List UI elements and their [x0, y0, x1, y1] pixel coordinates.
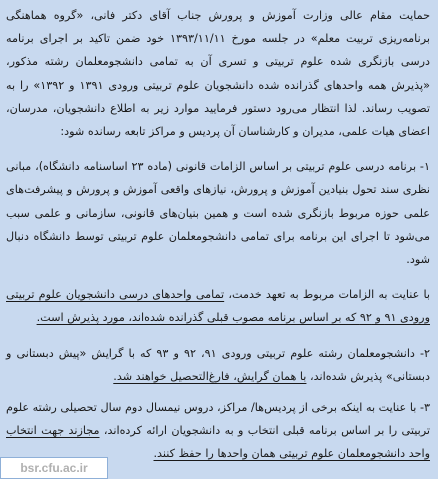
item-2-underlined: با همان گرایش، فارغ‌التحصیل خواهند شد. [113, 369, 307, 383]
item-2-prefix: ۲- دانشجومعلمان رشته علوم تربیتی ورودی ۹۱، ۹۲ و ۹۳ که با گرایش «پیش دبستانی و دبستانی» پذیرش شده‌اند، [6, 346, 431, 383]
item-3-prefix: ۳- با عنایت به اینکه برخی از پردیس‌ها/ مراکز، دروس نیمسال دوم سال تحصیلی رشته علوم تربیتی را بر اساس برنامه قبلی انتخاب و به دانشجویان ارائه کرده‌اند، [6, 401, 430, 438]
item-3-paragraph [6, 396, 430, 466]
item-1-paragraph: ۱- برنامه درسی علوم تربیتی بر اساس الزامات قانونی (ماده ۲۳ اساسنامه دانشگاه)، مبانی نظری سند تحول بنیادین آموزش و پرورش، نیازهای واقعی آموزش و پرورش و پیشرفت‌های علمی حوزه مربوط بازنگری شده است و همین بنیان‌های قانونی، سازمانی و علمی سبب می‌شود تا اجرای این برنامه برای تمامی دانشجومعلمان علوم تربیتی توسط دانشگاه دنبال شود. [6, 160, 430, 267]
item-1-note [6, 283, 430, 329]
site-watermark [0, 457, 108, 479]
item-1-note-underlined: تمامی واحدهای درسی دانشجویان علوم تربیتی ورودی ۹۱ و ۹۲ که بر اساس برنامه مصوب قبلی گذرانده شده‌اند، مورد پذیرش است. [6, 288, 430, 325]
item-1-note-prefix: با عنایت به الزامات مربوط به تعهد خدمت، [224, 288, 430, 302]
intro-paragraph: حمایت مقام عالی وزارت آموزش و پرورش جناب آقای دکتر فانی، «گروه هماهنگی برنامه‌ریزی تربیت معلم» در جلسه مورخ ۱۳۹۳/۱۱/۱۱ خود ضمن تاکید بر اجرای برنامه درسی بازنگری شده علوم تربیتی و تسری آن به تمامی دانشجومعلمان رشته مذکور، «پذیرش همه واحدهای گذرانده شده دانشجویان علوم تربیتی ورودی ۱۳۹۱ و ۱۳۹۲» را به تصویب رساند. لذا انتظار می‌رود دستور فرمایید موارد زیر به اطلاع دانشجویان، مدرسان، اعضای هیات علمی، مدیران و کارشناسان آن پردیس و مراکز تابعه رسانده شود: [6, 9, 431, 139]
item-2-paragraph [6, 342, 430, 388]
watermark-text: bsr.cfu.ac.ir [20, 461, 88, 475]
item-3-underlined: مجازند جهت انتخاب واحد دانشجومعلمان علوم تربیتی همان واحدها را حفظ کنند. [6, 424, 430, 461]
